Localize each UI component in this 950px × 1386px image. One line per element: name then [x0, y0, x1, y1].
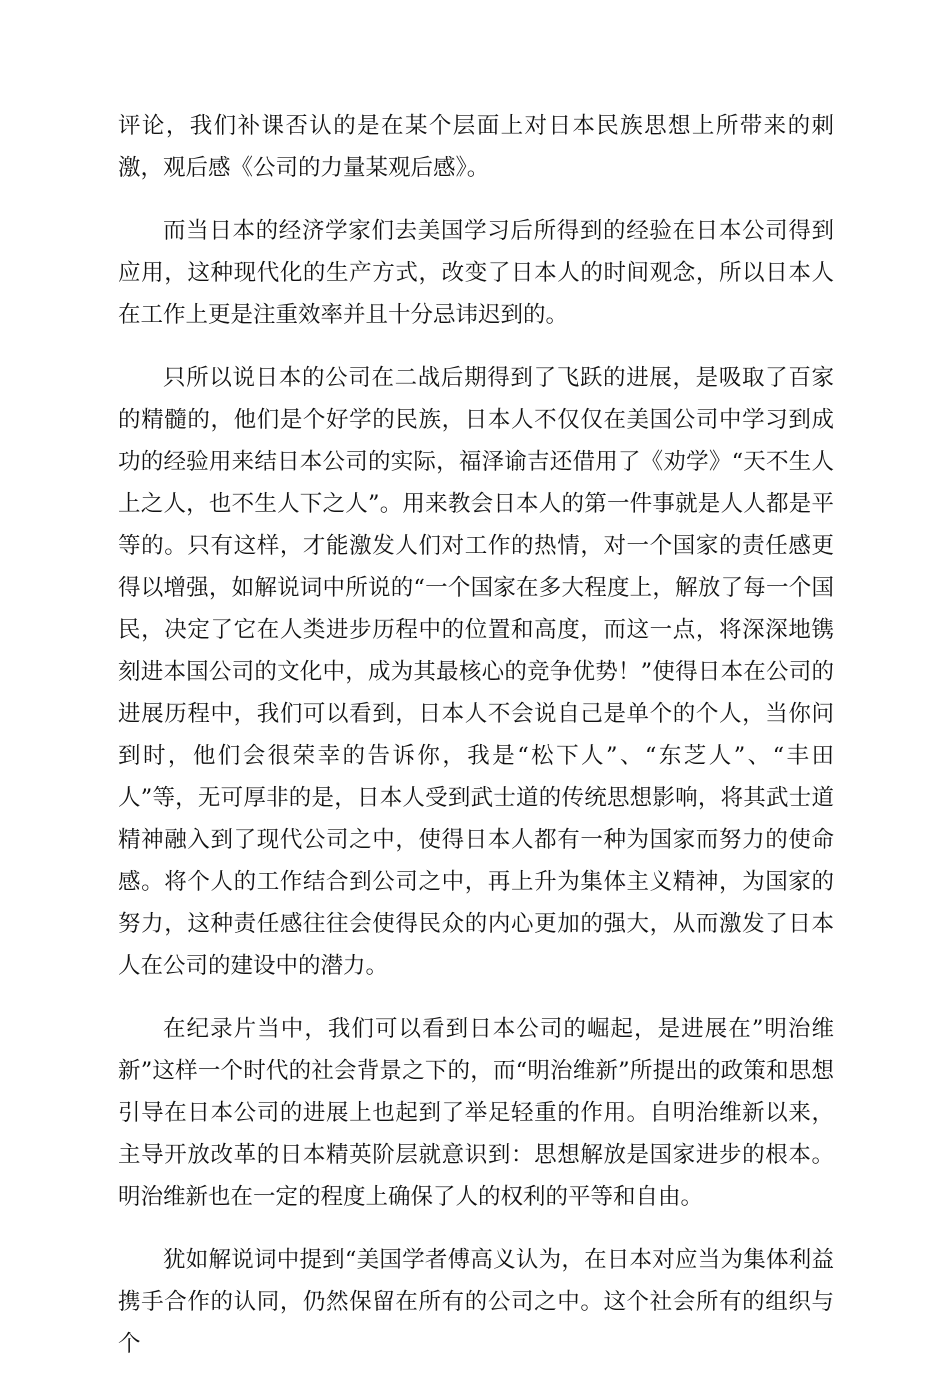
paragraph: 犹如解说词中提到“美国学者傅高义认为，在日本对应当为集体利益携手合作的认同，仍然保留在所有的公司之中。这个社会所有的组织与个 [118, 1247, 834, 1357]
paragraph: 只所以说日本的公司在二战后期得到了飞跃的进展，是吸取了百家的精髓的，他们是个好学的民族，日本人不仅仅在美国公司中学习到成功的经验用来结日本公司的实际，福泽谕吉还借用了《劝学》“天不生人上之人，也不生人下之人”。用来教会日本人的第一件事就是人人都是平等的。只有这样，才能激发人们对工作的热情，对一个国家的责任感更得以增强，如解说词中所说的“一个国家在多大程度上，解放了每一个国民，决定了它在人类进步历程中的位置和高度，而这一点，将深深地镌刻进本国公司的文化中，成为其最核心的竞争优势！”使得日本在公司的进展历程中，我们可以看到，日本人不会说自己是单个的个人，当你问到时，他们会很荣幸的告诉你，我是“松下人”、“东芝人”、“丰田人”等，无可厚非的是，日本人受到武士道的传统思想影响，将其武士道精神融入到了现代公司之中，使得日本人都有一种为国家而努力的使命感。将个人的工作结合到公司之中，再上升为集体主义精神，为国家的努力，这种责任感往往会使得民众的内心更加的强大，从而激发了日本人在公司的建设中的潜力。 [118, 365, 834, 979]
document-body [118, 105, 834, 1386]
paragraph: 而当日本的经济学家们去美国学习后所得到的经验在日本公司得到应用，这种现代化的生产方式，改变了日本人的时间观念，所以日本人在工作上更是注重效率并且十分忌讳迟到的。 [118, 218, 834, 328]
paragraph-continuation: 评论，我们补课否认的是在某个层面上对日本民族思想上所带来的刺激，观后感《公司的力量某观后感》。 [118, 113, 834, 181]
paragraph: 在纪录片当中，我们可以看到日本公司的崛起，是进展在”明治维新”这样一个时代的社会背景之下的，而“明治维新”所提出的政策和思想引导在日本公司的进展上也起到了举足轻重的作用。自明治维新以来，主导开放改革的日本精英阶层就意识到：思想解放是国家进步的根本。明治维新也在一定的程度上确保了人的权利的平等和自由。 [118, 1016, 834, 1210]
